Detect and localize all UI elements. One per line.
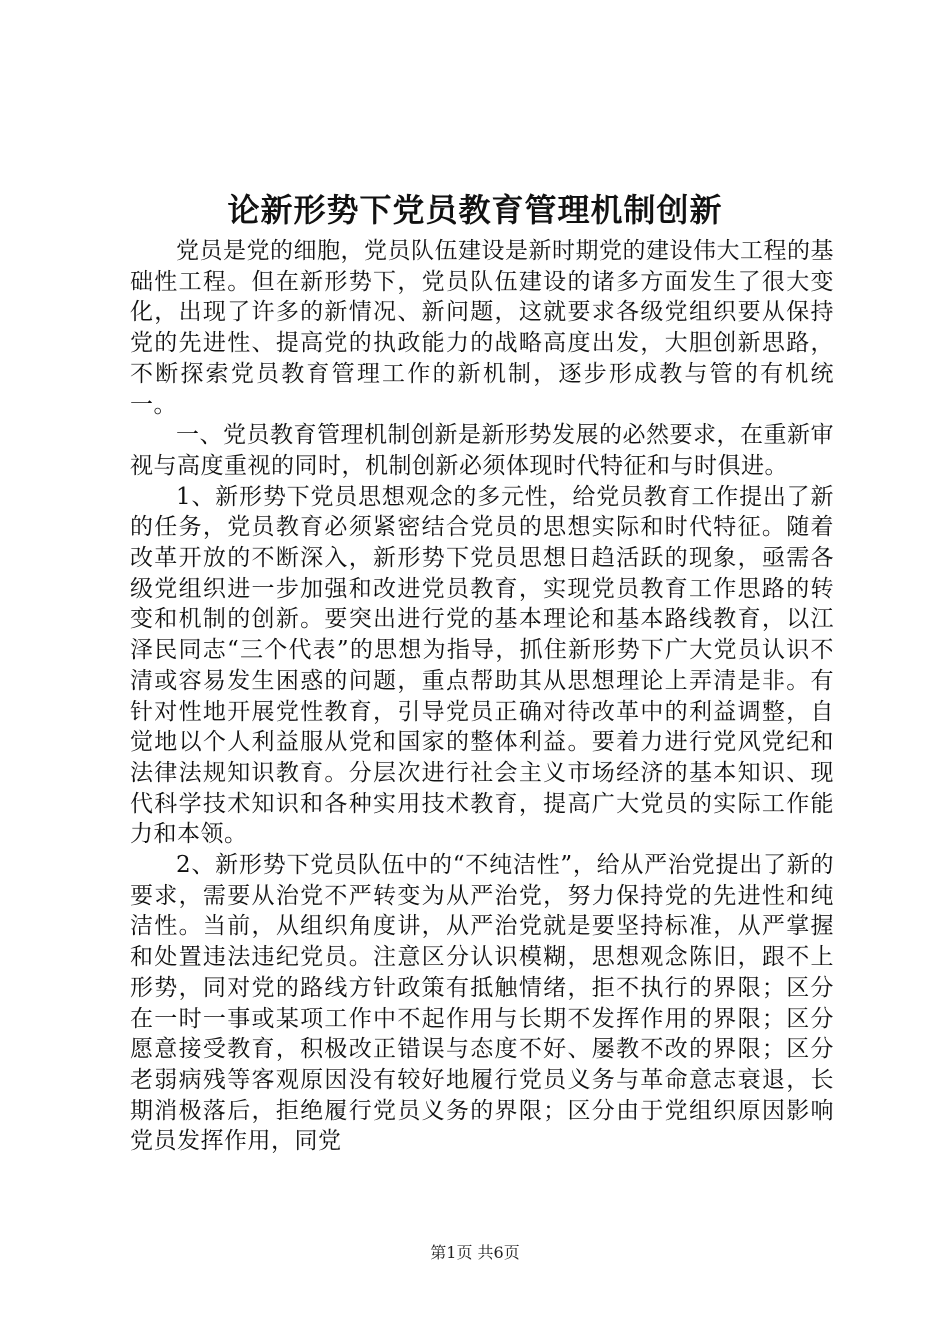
paragraph-intro: 党员是党的细胞，党员队伍建设是新时期党的建设伟大工程的基础性工程。但在新形势下，党员队伍建设的诸多方面发生了很大变化，出现了许多的新情况、新问题，这就要求各级党组织要从保持党的先进性、提高党的执政能力的战略高度出发，大胆创新思路，不断探索党员教育管理工作的新机制，逐步形成教与管的有机统一。 bbox=[130, 238, 834, 418]
paragraph-section-1: 一、党员教育管理机制创新是新形势发展的必然要求，在重新审视与高度重视的同时，机制创新必须体现时代特征和与时俱进。 bbox=[130, 422, 834, 479]
document-body bbox=[130, 236, 834, 1157]
paragraph-point-2: 2、新形势下党员队伍中的“不纯洁性”，给从严治党提出了新的要求，需要从治党不严转变为从严治党，努力保持党的先进性和纯洁性。当前，从组织角度讲，从严治党就是要坚持标准，从严掌握和处置违法违纪党员。注意区分认识模糊，思想观念陈旧，跟不上形势，同对党的路线方针政策有抵触情绪，拒不执行的界限；区分在一时一事或某项工作中不起作用与长期不发挥作用的界限；区分愿意接受教育，积极改正错误与态度不好、屡教不改的界限；区分老弱病残等客观原因没有较好地履行党员义务与革命意志衰退，长期消极落后，拒绝履行党员义务的界限；区分由于党组织原因影响党员发挥作用，同党 bbox=[130, 852, 834, 1155]
page-number-footer: 第1页 共6页 bbox=[430, 1243, 520, 1262]
paragraph-point-1: 1、新形势下党员思想观念的多元性，给党员教育工作提出了新的任务，党员教育必须紧密结合党员的思想实际和时代特征。随着改革开放的不断深入，新形势下党员思想日趋活跃的现象，亟需各级党组织进一步加强和改进党员教育，实现党员教育工作思路的转变和机制的创新。要突出进行党的基本理论和基本路线教育，以江泽民同志“三个代表”的思想为指导，抓住新形势下广大党员认识不清或容易发生困惑的问题，重点帮助其从思想理论上弄清是非。有针对性地开展党性教育，引导党员正确对待改革中的利益调整，自觉地以个人利益服从党和国家的整体利益。要着力进行党风党纪和法律法规知识教育。分层次进行社会主义市场经济的基本知识、现代科学技术知识和各种实用技术教育，提高广大党员的实际工作能力和本领。 bbox=[130, 483, 834, 848]
document-title: 论新形势下党员教育管理机制创新 bbox=[227, 191, 723, 229]
